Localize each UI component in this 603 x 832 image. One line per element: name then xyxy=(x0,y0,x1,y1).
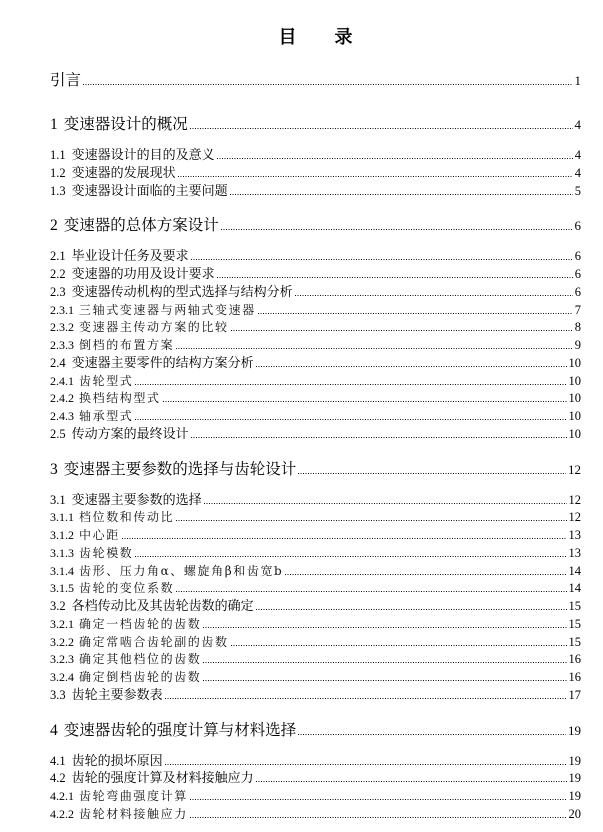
toc-chapter xyxy=(50,719,581,741)
entry-number: 1 xyxy=(50,116,58,133)
toc-subsection xyxy=(50,616,581,634)
toc-chapter xyxy=(50,113,581,135)
toc-subsection xyxy=(50,337,581,355)
dot-leader xyxy=(191,259,573,260)
entry-number: 3.2.4 xyxy=(50,670,74,684)
toc-section xyxy=(50,687,581,705)
dot-leader xyxy=(165,764,567,765)
entry-number: 3.1.2 xyxy=(50,528,74,542)
dot-leader xyxy=(285,574,566,575)
page-number: 19 xyxy=(568,789,581,803)
dot-leader xyxy=(191,437,567,438)
page-number: 15 xyxy=(568,616,581,631)
entry-number: 1.2 xyxy=(50,165,66,180)
entry-title: 变速器主要参数的选择 xyxy=(71,492,202,508)
entry-title: 齿轮的损坏原因 xyxy=(71,753,163,769)
entry-title: 换档结构型式 xyxy=(79,391,161,406)
page-number: 1 xyxy=(574,73,581,88)
toc-intro xyxy=(50,69,581,91)
entry-number: 4.2.1 xyxy=(50,789,74,803)
entry-title: 变速器齿轮的强度计算与材料选择 xyxy=(63,720,297,739)
dot-leader xyxy=(258,313,573,314)
dot-leader xyxy=(165,698,567,699)
page-number: 14 xyxy=(568,581,581,596)
dot-leader xyxy=(135,556,566,557)
toc-section xyxy=(50,284,581,302)
toc-chapter xyxy=(50,214,581,236)
dot-leader xyxy=(231,330,573,331)
dot-leader xyxy=(298,734,566,735)
page-number: 19 xyxy=(568,771,581,786)
page-number: 7 xyxy=(574,302,581,317)
page-number: 15 xyxy=(568,599,581,613)
page-number: 10 xyxy=(568,426,581,441)
entry-number: 3.2.2 xyxy=(50,634,74,649)
table-of-contents xyxy=(50,26,581,824)
page-number: 20 xyxy=(568,806,581,821)
page-number: 10 xyxy=(568,409,581,423)
page-number: 14 xyxy=(568,563,581,578)
entry-title: 齿轮的变位系数 xyxy=(79,581,175,596)
entry-number: 2 xyxy=(50,217,58,235)
dot-leader xyxy=(135,384,566,385)
entry-title: 三轴式变速器与两轴式变速器 xyxy=(79,302,256,317)
entry-number: 2.4.1 xyxy=(50,373,74,388)
dot-leader xyxy=(256,609,567,610)
entry-number: 3.1.3 xyxy=(50,545,74,560)
dot-leader xyxy=(176,348,573,349)
page-number: 13 xyxy=(568,528,581,542)
toc-section xyxy=(50,426,581,444)
toc-subsection xyxy=(50,545,581,563)
dot-leader xyxy=(203,662,566,663)
entry-title: 确定常啮合齿轮副的齿数 xyxy=(79,634,229,649)
dot-leader xyxy=(190,799,567,800)
toc-subsection xyxy=(50,408,581,426)
entry-number: 3.2 xyxy=(50,599,66,613)
toc-subsection xyxy=(50,319,581,337)
toc-subsection xyxy=(50,302,581,320)
toc-subsection xyxy=(50,527,581,545)
entry-title: 变速器设计的概况 xyxy=(63,115,188,133)
page-number: 12 xyxy=(568,492,581,507)
entry-number: 3.3 xyxy=(50,687,66,702)
toc-section xyxy=(50,753,581,771)
entry-number: 4.2 xyxy=(50,771,66,786)
page-number: 10 xyxy=(568,391,581,406)
dot-leader xyxy=(204,503,567,504)
entry-title: 引言 xyxy=(50,71,82,89)
page-number: 12 xyxy=(568,510,581,525)
toc-section xyxy=(50,266,581,284)
page-number: 8 xyxy=(574,320,581,335)
dot-leader xyxy=(190,128,573,129)
dot-leader xyxy=(176,591,566,592)
toc-section xyxy=(50,147,581,165)
entry-number: 2.2 xyxy=(50,267,66,281)
entry-title: 变速器主要零件的结构方案分析 xyxy=(71,355,254,371)
entry-number: 3.2.1 xyxy=(50,616,74,631)
dot-leader xyxy=(231,645,567,646)
page-number: 10 xyxy=(568,373,581,388)
entry-number: 3.1.4 xyxy=(50,563,74,578)
page-number: 4 xyxy=(574,148,581,162)
entry-title: 变速器传动机构的型式选择与结构分析 xyxy=(71,284,293,300)
page-number: 6 xyxy=(574,267,581,281)
toc-subsection xyxy=(50,509,581,527)
entry-title: 齿轮的强度计算及材料接触应力 xyxy=(71,771,254,787)
entry-title: 各档传动比及其齿轮齿数的确定 xyxy=(71,599,254,614)
dot-leader xyxy=(295,295,573,296)
page-number: 16 xyxy=(568,652,581,667)
dot-leader xyxy=(217,158,573,159)
entry-title: 倒档的布置方案 xyxy=(79,338,175,352)
page-number: 4 xyxy=(574,165,581,180)
entry-title: 变速器的发展现状 xyxy=(71,165,176,181)
dot-leader xyxy=(190,817,567,818)
entry-title: 变速器设计面临的主要问题 xyxy=(71,183,228,199)
toc-section xyxy=(50,248,581,266)
entry-title: 变速器的功用及设计要求 xyxy=(71,267,215,282)
entry-number: 2.4 xyxy=(50,355,66,370)
toc-subsection xyxy=(50,788,581,806)
page-number: 15 xyxy=(568,634,581,649)
dot-leader xyxy=(203,627,566,628)
toc-subsection xyxy=(50,651,581,669)
page-number: 12 xyxy=(568,461,581,477)
toc-subsection xyxy=(50,634,581,652)
page-number: 9 xyxy=(574,338,581,352)
toc-subsection xyxy=(50,563,581,581)
page-number: 16 xyxy=(568,670,581,684)
entry-number: 2.3.3 xyxy=(50,338,74,352)
entry-number: 1.1 xyxy=(50,148,66,162)
page-number: 19 xyxy=(568,753,581,768)
entry-title: 齿轮模数 xyxy=(79,545,134,560)
entry-number: 2.5 xyxy=(50,426,66,441)
toc-section xyxy=(50,492,581,510)
dot-leader xyxy=(256,781,567,782)
entry-title: 变速器主传动方案的比较 xyxy=(79,320,229,335)
toc-subsection xyxy=(50,373,581,391)
toc-subsection xyxy=(50,669,581,687)
entry-title: 确定倒档齿轮的齿数 xyxy=(79,670,202,684)
page-number: 5 xyxy=(574,183,581,198)
entry-title: 齿轮型式 xyxy=(79,373,134,388)
dot-leader xyxy=(298,473,566,474)
entry-title: 档位数和传动比 xyxy=(79,510,175,525)
page-number: 4 xyxy=(574,117,581,132)
entry-number: 3.2.3 xyxy=(50,652,74,667)
entry-number: 3.1.5 xyxy=(50,581,74,596)
dot-leader xyxy=(178,176,573,177)
dot-leader xyxy=(135,419,566,420)
dot-leader xyxy=(203,680,566,681)
toc-section xyxy=(50,165,581,183)
toc-subsection xyxy=(50,580,581,598)
entry-number: 2.3.2 xyxy=(50,320,74,335)
toc-section xyxy=(50,355,581,373)
page-number: 10 xyxy=(568,355,581,370)
entry-title: 齿轮弯曲强度计算 xyxy=(79,789,188,803)
entry-title: 传动方案的最终设计 xyxy=(71,426,189,442)
entry-title: 变速器主要参数的选择与齿轮设计 xyxy=(63,459,297,478)
entry-number: 4.2.2 xyxy=(50,806,74,821)
entry-title: 齿轮主要参数表 xyxy=(71,687,163,703)
toc-section xyxy=(50,183,581,201)
toc-heading: 目 录 xyxy=(278,27,363,48)
page-number: 19 xyxy=(568,722,581,738)
entry-number: 3.1.1 xyxy=(50,510,74,525)
entry-number: 4 xyxy=(50,721,58,739)
entry-title: 确定一档齿轮的齿数 xyxy=(79,616,202,631)
toc-subsection xyxy=(50,806,581,824)
entry-number: 2.3.1 xyxy=(50,302,74,317)
dot-leader xyxy=(83,84,572,85)
page-number: 6 xyxy=(574,284,581,299)
entry-number: 1.3 xyxy=(50,183,66,198)
entry-number: 3 xyxy=(50,460,58,478)
page-number: 6 xyxy=(574,218,581,234)
entry-title: 齿形、压力角α、螺旋角β和齿宽b xyxy=(79,563,284,578)
dot-leader xyxy=(221,229,573,230)
entry-title: 轴承型式 xyxy=(79,409,134,423)
entry-number: 2.3 xyxy=(50,284,66,299)
dot-leader xyxy=(163,401,567,402)
toc-chapter xyxy=(50,458,581,480)
entry-title: 齿轮材料接触应力 xyxy=(79,806,188,821)
entry-title: 变速器的总体方案设计 xyxy=(63,216,219,235)
toc-subsection xyxy=(50,390,581,408)
entry-number: 2.4.2 xyxy=(50,391,74,406)
entry-number: 3.1 xyxy=(50,492,66,507)
entry-number: 2.4.3 xyxy=(50,409,74,423)
entry-title: 毕业设计任务及要求 xyxy=(71,249,189,265)
page-number: 17 xyxy=(568,687,581,702)
entry-number: 2.1 xyxy=(50,249,66,264)
dot-leader xyxy=(230,194,573,195)
entry-title: 变速器设计的目的及意义 xyxy=(71,148,215,163)
toc-section xyxy=(50,598,581,616)
entry-title: 确定其他档位的齿数 xyxy=(79,652,202,667)
dot-leader xyxy=(217,277,573,278)
dot-leader xyxy=(256,366,567,367)
entry-title: 中心距 xyxy=(79,528,120,542)
toc-section xyxy=(50,770,581,788)
page-number: 13 xyxy=(568,545,581,560)
page-number: 6 xyxy=(574,249,581,264)
entry-number: 4.1 xyxy=(50,753,66,768)
dot-leader xyxy=(122,538,567,539)
dot-leader xyxy=(176,520,566,521)
